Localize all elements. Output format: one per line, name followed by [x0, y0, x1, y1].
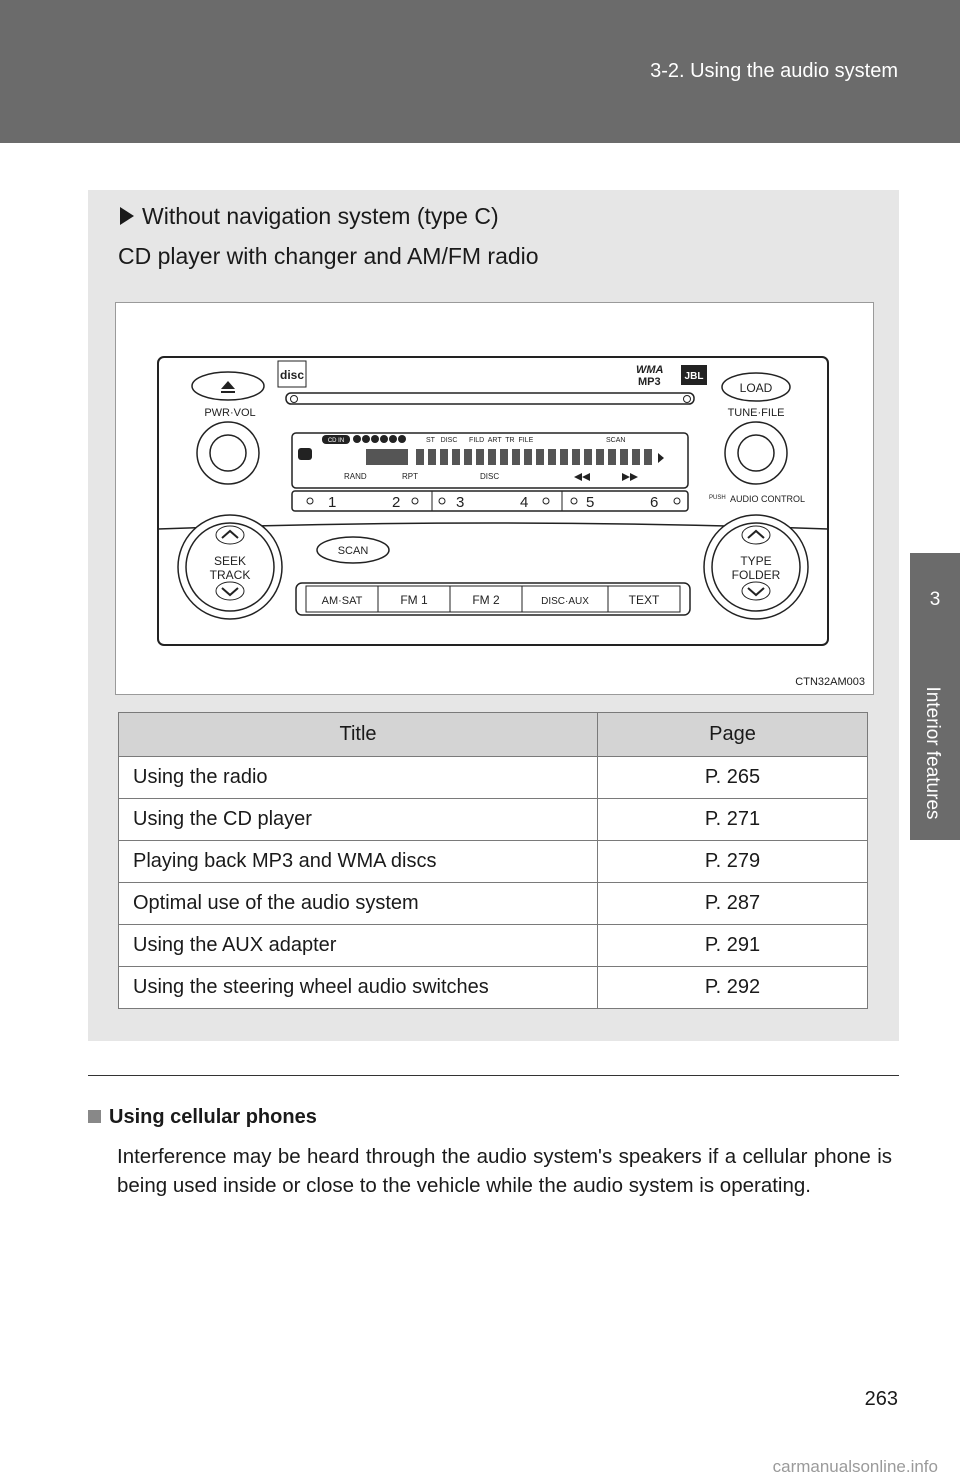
tune-file-knob[interactable]	[725, 422, 787, 484]
table-row	[119, 883, 868, 925]
track-label: TRACK	[209, 568, 251, 582]
display-rpt-indicator: RPT	[402, 472, 418, 481]
page-column-header: Page	[598, 713, 868, 757]
type-label: TYPE	[740, 554, 772, 568]
preset-1-label: 1	[328, 494, 337, 511]
push-label: PUSH	[709, 495, 726, 501]
row-page: P. 292	[598, 967, 868, 1009]
section-title: 3-2. Using the audio system	[650, 60, 898, 82]
tune-file-label: TUNE·FILE	[727, 407, 785, 419]
figure-code: CTN32AM003	[795, 676, 865, 688]
table-header-row	[119, 713, 868, 757]
topics-table	[118, 712, 868, 1009]
load-button[interactable]	[722, 373, 790, 401]
scan-button[interactable]	[317, 537, 389, 563]
fm2-label: FM 2	[472, 593, 500, 607]
note-body: Interference may be heard through the audio system's speakers if a cellular phone is being used inside or close to the vehicle while the audio system is operating.	[117, 1145, 892, 1197]
display-rand-indicator: RAND	[344, 472, 367, 481]
page-header	[0, 0, 960, 143]
load-label: LOAD	[739, 381, 773, 395]
row-title: Optimal use of the audio system	[119, 883, 598, 925]
square-bullet-icon	[88, 1110, 101, 1123]
panel-subheading: CD player with changer and AM/FM radio	[118, 243, 539, 269]
scan-label: SCAN	[337, 545, 369, 557]
power-volume-knob[interactable]	[197, 422, 259, 484]
compact-disc-logo	[278, 361, 306, 387]
fm1-button[interactable]	[378, 586, 450, 612]
am-sat-label: AM·SAT	[321, 595, 363, 607]
fm2-button[interactable]	[450, 586, 522, 612]
panel-heading: Without navigation system (type C)	[120, 203, 499, 230]
preset-5-label: 5	[586, 494, 595, 511]
table-row	[119, 799, 868, 841]
table-row	[119, 841, 868, 883]
cd-in-indicator: CD IN	[327, 438, 345, 444]
seek-track-button[interactable]	[178, 515, 282, 619]
row-page: P. 279	[598, 841, 868, 883]
title-column-header: Title	[119, 713, 598, 757]
mp3-logo: MP3	[638, 376, 661, 388]
page-number: 263	[864, 1388, 898, 1410]
disc-aux-label: DISC·AUX	[541, 596, 589, 607]
display-disc-indicator: DISC	[480, 472, 500, 481]
footer-watermark: carmanualsonline.info	[772, 1457, 938, 1476]
disc-logo-text: disc	[279, 368, 305, 382]
table-row	[119, 925, 868, 967]
note-heading	[88, 1106, 317, 1129]
triangle-bullet-icon	[120, 207, 134, 225]
am-sat-button[interactable]	[306, 586, 378, 612]
display-screen	[292, 433, 688, 488]
display-scan-indicator: SCAN	[606, 437, 626, 444]
row-page: P. 271	[598, 799, 868, 841]
preset-6-label: 6	[650, 494, 659, 511]
chapter-number: 3	[929, 589, 941, 610]
row-page: P. 287	[598, 883, 868, 925]
text-label: TEXT	[628, 593, 660, 607]
folder-label: FOLDER	[731, 568, 781, 582]
wma-logo: WMA	[636, 364, 664, 376]
type-folder-button[interactable]	[704, 515, 808, 619]
row-title: Using the steering wheel audio switches	[119, 967, 598, 1009]
row-title: Playing back MP3 and WMA discs	[119, 841, 598, 883]
eject-button[interactable]	[192, 372, 264, 400]
fm1-label: FM 1	[400, 593, 428, 607]
row-page: P. 265	[598, 757, 868, 799]
preset-3-label: 3	[456, 494, 465, 511]
row-title: Using the radio	[119, 757, 598, 799]
chapter-label: Interior features	[922, 686, 943, 820]
row-page: P. 291	[598, 925, 868, 967]
row-title: Using the AUX adapter	[119, 925, 598, 967]
table-row	[119, 757, 868, 799]
chapter-tab	[910, 553, 960, 840]
display-top-indicators: ST DISC FILD ART TR FILE	[426, 437, 534, 444]
preset-4-label: 4	[520, 494, 529, 511]
divider	[88, 1075, 899, 1076]
row-title: Using the CD player	[119, 799, 598, 841]
jbl-logo: JBL	[684, 371, 704, 382]
seek-label: SEEK	[213, 554, 247, 568]
table-row	[119, 967, 868, 1009]
preset-2-label: 2	[392, 494, 401, 511]
note-title: Using cellular phones	[109, 1106, 317, 1128]
audio-unit-figure	[115, 302, 874, 695]
disc-aux-button[interactable]	[522, 586, 608, 612]
audio-control-label: AUDIO CONTROL	[730, 494, 806, 504]
pwr-vol-label: PWR·VOL	[204, 407, 256, 419]
text-button[interactable]	[608, 586, 680, 612]
